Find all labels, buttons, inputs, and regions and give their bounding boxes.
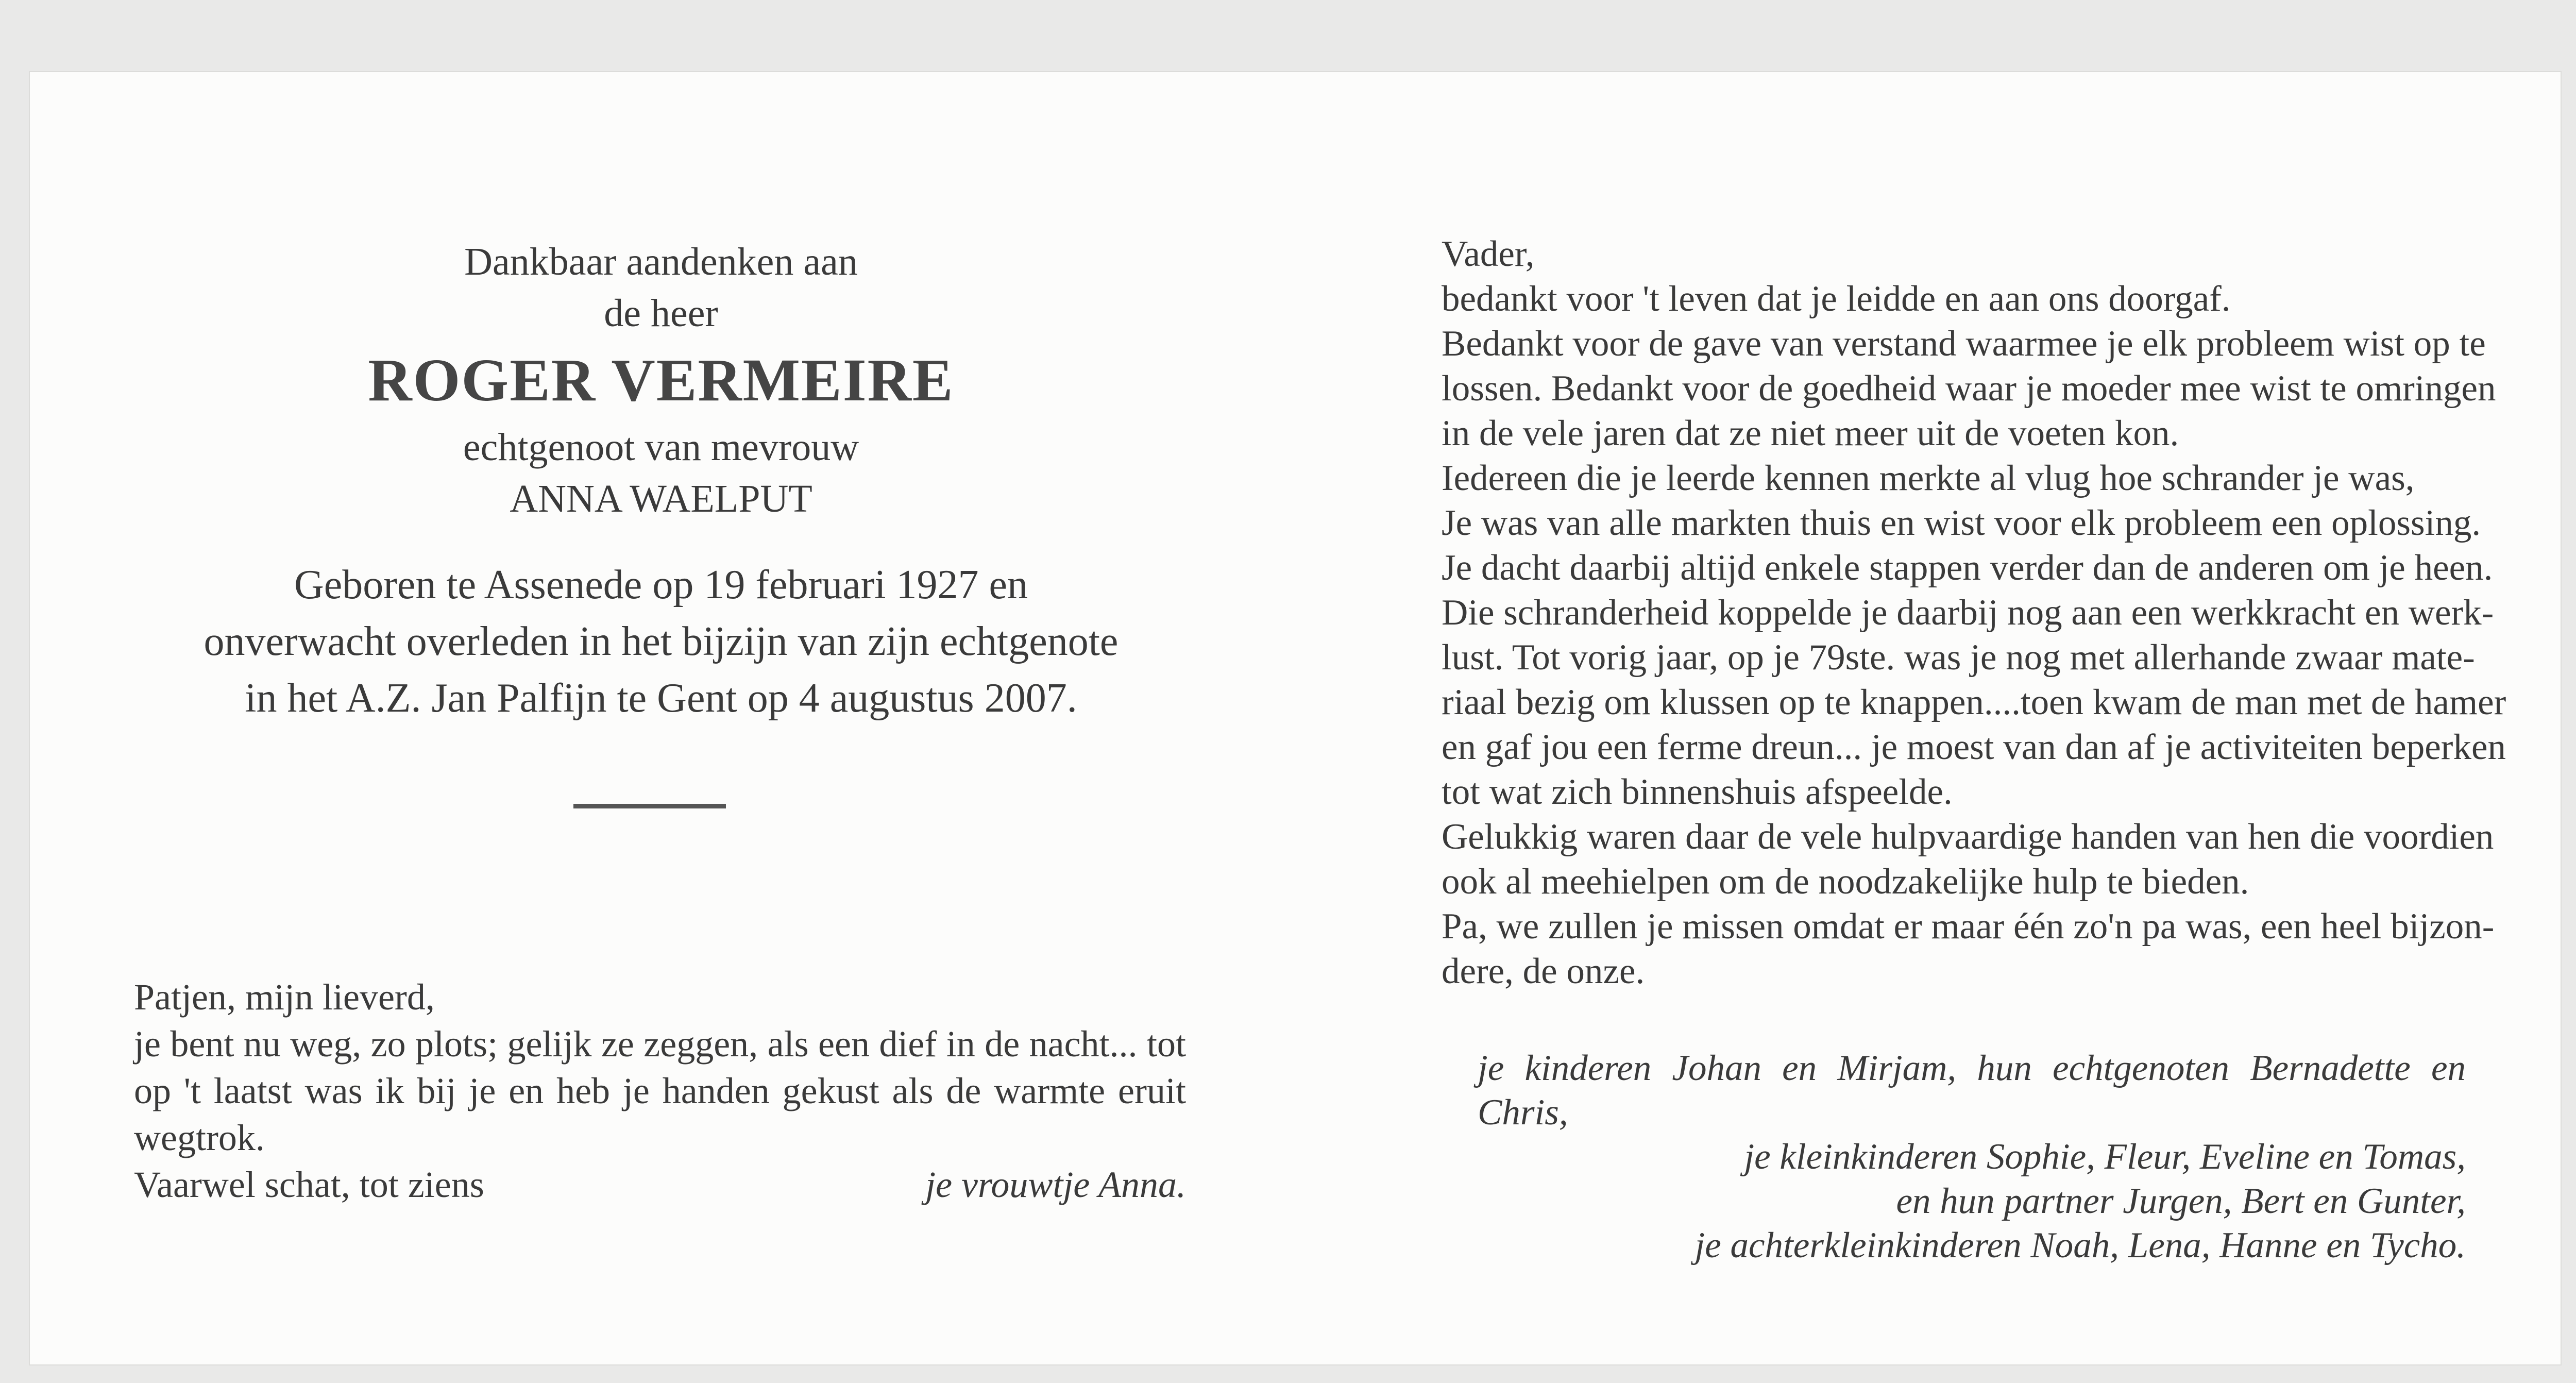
tribute-line: Je dacht daarbij altijd enkele stappen verder dan de anderen om je heen. bbox=[1442, 548, 2493, 588]
tribute-line: dere, de onze. bbox=[1442, 951, 1645, 991]
family-line: je kleinkinderen Sophie, Fleur, Eveline en Tomas, bbox=[1744, 1137, 2466, 1177]
tribute-line: en gaf jou een ferme dreun... je moest van dan af je activiteiten beperken bbox=[1442, 727, 2506, 767]
family-line: je kinderen Johan en Mirjam, hun echtgenoten Bernadette en Chris, bbox=[1478, 1048, 2466, 1133]
poem-line: je bent nu weg, zo plots; gelijk ze zeggen, als een dief in de nacht... tot bbox=[134, 1023, 1186, 1065]
farewell-row bbox=[134, 1161, 1186, 1208]
tribute-line: tot wat zich binnenshuis afspeelde. bbox=[1442, 772, 1953, 812]
tribute-line: in de vele jaren dat ze niet meer uit de voeten kon. bbox=[1442, 413, 2179, 453]
deceased-name: ROGER VERMEIRE bbox=[368, 346, 954, 414]
poem-line: op 't laatst was ik bij je en heb je handen gekust als de warmte eruit bbox=[134, 1070, 1186, 1111]
tribute-text bbox=[1442, 232, 2506, 994]
header-block bbox=[133, 236, 1189, 525]
family-line: en hun partner Jurgen, Bert en Gunter, bbox=[1896, 1181, 2466, 1221]
tribute-line: Iedereen die je leerde kennen merkte al vlug hoe schrander je was, bbox=[1442, 458, 2415, 498]
divider-rule bbox=[573, 804, 726, 808]
tribute-line: lossen. Bedankt voor de goedheid waar je moeder mee wist te omringen bbox=[1442, 368, 2496, 409]
tribute-line: Bedankt voor de gave van verstand waarmee je elk probleem wist op te bbox=[1442, 324, 2486, 364]
spouse-line-2: ANNA WAELPUT bbox=[510, 477, 812, 520]
tribute-line: bedankt voor 't leven dat je leidde en aan ons doorgaf. bbox=[1442, 279, 2231, 319]
poem-line: wegtrok. bbox=[134, 1117, 265, 1158]
tribute-line: Pa, we zullen je missen omdat er maar één zo'n pa was, een heel bijzon- bbox=[1442, 906, 2495, 947]
right-panel bbox=[1292, 72, 2561, 1364]
intro-line-1: Dankbaar aandenken aan bbox=[464, 240, 858, 283]
tribute-line: Je was van alle markten thuis en wist voor elk probleem een oplossing. bbox=[1442, 503, 2481, 543]
tribute-line: Vader, bbox=[1442, 234, 1535, 274]
tribute-line: lust. Tot vorig jaar, op je 79ste. was je nog met allerhande zwaar mate- bbox=[1442, 637, 2475, 678]
intro-line-2: de heer bbox=[604, 292, 718, 335]
left-panel bbox=[30, 72, 1292, 1364]
tribute-line: Die schranderheid koppelde je daarbij nog aan een werkkracht en werk- bbox=[1442, 593, 2494, 633]
spouse-line-1: echtgenoot van mevrouw bbox=[463, 426, 859, 469]
birth-line: onverwacht overleden in het bijzijn van zijn echtgenote bbox=[204, 619, 1118, 664]
tribute-line: ook al meehielpen om de noodzakelijke hulp te bieden. bbox=[1442, 862, 2249, 902]
spouse-signature: je vrouwtje Anna. bbox=[925, 1164, 1186, 1205]
tribute-line: Gelukkig waren daar de vele hulpvaardige handen van hen die voordien bbox=[1442, 817, 2494, 857]
family-signature bbox=[1442, 1046, 2466, 1268]
poem-line: Patjen, mijn lieverd, bbox=[134, 976, 435, 1018]
farewell-text: Vaarwel schat, tot ziens bbox=[134, 1164, 484, 1205]
birth-line: in het A.Z. Jan Palfijn te Gent op 4 augustus 2007. bbox=[245, 676, 1077, 721]
tribute-line: riaal bezig om klussen op te knappen....toen kwam de man met de hamer bbox=[1442, 682, 2506, 722]
memorial-card bbox=[30, 72, 2561, 1364]
birth-line: Geboren te Assenede op 19 februari 1927 en bbox=[294, 562, 1028, 608]
birth-death-block bbox=[133, 556, 1189, 727]
family-line: je achterkleinkinderen Noah, Lena, Hanne en Tycho. bbox=[1694, 1225, 2466, 1266]
spouse-poem bbox=[134, 974, 1186, 1208]
